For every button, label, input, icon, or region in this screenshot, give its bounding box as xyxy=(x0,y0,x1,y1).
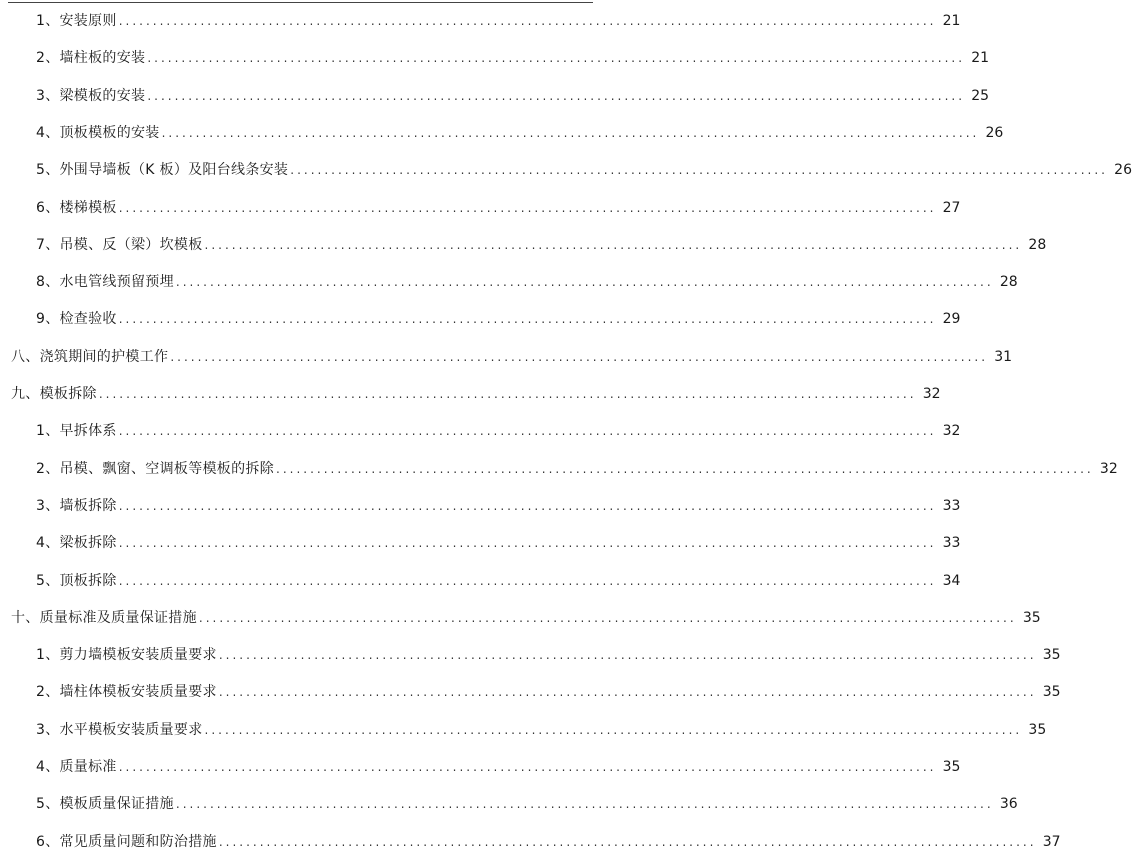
toc-dot-leader: ........................................................................................................................ xyxy=(276,461,1094,476)
toc-entry-label: 4、质量标准 xyxy=(36,759,117,775)
toc-dot-leader: ........................................................................................................................ xyxy=(118,200,937,215)
toc-dot-leader: ........................................................................................................................ xyxy=(118,498,937,513)
toc-entry-page-number: 21 xyxy=(971,50,990,67)
toc-entry-page-number: 31 xyxy=(994,348,1013,365)
toc-entry-label: 9、检查验收 xyxy=(36,311,117,328)
toc-entry-label: 2、吊模、飘窗、空调板等模板的拆除 xyxy=(36,460,275,477)
toc-entry[interactable] xyxy=(36,830,1061,854)
toc-entry[interactable] xyxy=(36,121,1004,145)
toc-entry-page-number: 33 xyxy=(942,535,961,552)
toc-entry-page-number: 32 xyxy=(942,423,961,440)
toc-entry-page-number: 32 xyxy=(922,386,941,402)
toc-entry[interactable] xyxy=(11,345,1013,369)
toc-dot-leader: ........................................................................................................................ xyxy=(175,797,994,812)
toc-entry[interactable] xyxy=(36,196,961,220)
toc-entry-label: 1、早拆体系 xyxy=(36,423,117,440)
toc-entry-label: 5、外围导墙板（K 板）及阳台线条安装 xyxy=(36,162,289,179)
toc-entry-page-number: 27 xyxy=(942,199,961,216)
toc-entry-page-number: 33 xyxy=(942,497,961,514)
toc-entry-label: 3、墙板拆除 xyxy=(36,497,117,514)
toc-dot-leader: ........................................................................................................................ xyxy=(147,88,966,103)
toc-entry-label: 九、模板拆除 xyxy=(11,386,97,402)
toc-entry-page-number: 34 xyxy=(942,572,961,589)
toc-entry-page-number: 37 xyxy=(1042,833,1061,850)
toc-entry[interactable] xyxy=(11,606,1041,630)
toc-entry[interactable] xyxy=(36,270,1018,294)
toc-dot-leader: ........................................................................................................................ xyxy=(290,163,1108,178)
toc-entry-label: 6、楼梯模板 xyxy=(36,199,117,216)
toc-entry[interactable] xyxy=(36,494,961,518)
toc-entry[interactable] xyxy=(36,46,990,70)
toc-entry[interactable] xyxy=(36,680,1061,704)
toc-entry-label: 4、梁板拆除 xyxy=(36,535,117,552)
toc-entry-page-number: 28 xyxy=(1028,236,1047,253)
toc-entry[interactable] xyxy=(36,233,1047,257)
toc-dot-leader: ........................................................................................................................ xyxy=(118,424,937,439)
toc-entry[interactable] xyxy=(36,569,961,593)
toc-dot-leader: ........................................................................................................................ xyxy=(118,573,937,588)
toc-entry-label: 十、质量标准及质量保证措施 xyxy=(11,609,197,626)
toc-entry-label: 4、顶板模板的安装 xyxy=(36,124,160,141)
toc-entry-label: 2、墙柱板的安装 xyxy=(36,50,146,67)
toc-dot-leader: ........................................................................................................................ xyxy=(170,349,989,364)
toc-dot-leader: ........................................................................................................................ xyxy=(118,14,937,28)
toc-entry-label: 5、模板质量保证措施 xyxy=(36,796,174,813)
toc-entry-label: 7、吊模、反（梁）坎模板 xyxy=(36,236,203,253)
toc-entry-label: 3、水平模板安装质量要求 xyxy=(36,721,203,738)
toc-entry-page-number: 35 xyxy=(1042,647,1061,664)
toc-entry-page-number: 36 xyxy=(999,796,1018,813)
toc-dot-leader: ........................................................................................................................ xyxy=(118,312,937,327)
toc-entry-label: 2、墙柱体模板安装质量要求 xyxy=(36,684,217,701)
toc-entry[interactable] xyxy=(36,792,1018,816)
toc-entry-page-number: 35 xyxy=(942,759,961,775)
toc-dot-leader: ........................................................................................................................ xyxy=(218,648,1037,663)
toc-entry[interactable] xyxy=(36,755,961,779)
toc-entry-page-number: 25 xyxy=(971,87,990,104)
toc-entry[interactable] xyxy=(36,643,1061,667)
toc-entry[interactable] xyxy=(36,531,961,555)
toc-entry[interactable] xyxy=(36,419,961,443)
toc-entry[interactable] xyxy=(36,158,1132,182)
toc-entry[interactable] xyxy=(36,307,961,331)
toc-dot-leader: ........................................................................................................................ xyxy=(175,275,994,290)
toc-entry-page-number: 21 xyxy=(942,13,961,29)
toc-entry-label: 1、剪力墙模板安装质量要求 xyxy=(36,647,217,664)
toc-dot-leader: ........................................................................................................................ xyxy=(204,722,1023,737)
toc-dot-leader: ........................................................................................................................ xyxy=(161,125,980,140)
toc-entry-page-number: 35 xyxy=(1042,684,1061,701)
toc-entry[interactable] xyxy=(36,457,1118,481)
toc-dot-leader: ........................................................................................................................ xyxy=(118,536,937,551)
toc-entry[interactable] xyxy=(36,9,961,33)
toc-entry-label: 八、浇筑期间的护模工作 xyxy=(11,348,169,365)
toc-entry[interactable] xyxy=(36,718,1047,742)
toc-dot-leader: ........................................................................................................................ xyxy=(198,610,1017,625)
toc-entry-label: 1、安装原则 xyxy=(36,13,117,29)
toc-entry-page-number: 32 xyxy=(1099,460,1118,477)
toc-entry-label: 8、水电管线预留预埋 xyxy=(36,274,174,291)
toc-dot-leader: ........................................................................................................................ xyxy=(218,834,1037,849)
toc-dot-leader: ........................................................................................................................ xyxy=(98,387,917,401)
toc-dot-leader: ........................................................................................................................ xyxy=(147,51,966,66)
toc-entry-label: 6、常见质量问题和防治措施 xyxy=(36,833,217,850)
toc-dot-leader: ........................................................................................................................ xyxy=(218,685,1037,700)
toc-entry-label: 5、顶板拆除 xyxy=(36,572,117,589)
toc-entry-label: 3、梁模板的安装 xyxy=(36,87,146,104)
toc-entry-page-number: 29 xyxy=(942,311,961,328)
toc-entry-page-number: 26 xyxy=(985,124,1004,141)
toc-entry[interactable] xyxy=(11,382,941,406)
toc-entry[interactable] xyxy=(36,84,990,108)
header-rule xyxy=(8,2,593,3)
toc-entry-page-number: 35 xyxy=(1022,609,1041,626)
toc-entry-page-number: 26 xyxy=(1114,162,1132,179)
toc-dot-leader: ........................................................................................................................ xyxy=(204,237,1023,252)
toc-entry-page-number: 35 xyxy=(1028,721,1047,738)
toc-entry-page-number: 28 xyxy=(999,274,1018,291)
toc-dot-leader: ........................................................................................................................ xyxy=(118,760,937,774)
